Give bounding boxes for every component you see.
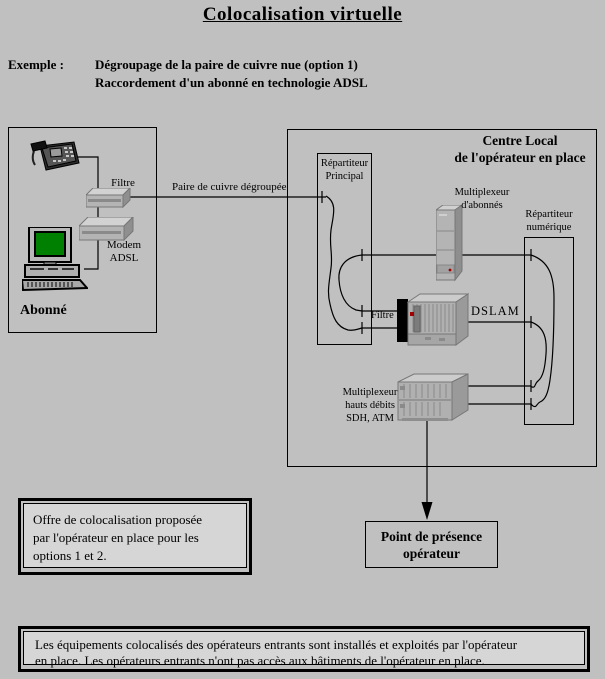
modem-label-line2: ADSL [109,252,139,264]
telephone-icon [28,139,80,177]
desktop-computer-icon [22,227,88,291]
adsl-filter-device [86,188,131,208]
footer-note-box [18,626,590,672]
digital-distribution-frame-label [517,208,581,234]
footer-note-line1: Les équipements colocalisés des opérateurs entrants sont installés et exploités par l'opérateur [35,637,518,652]
page-title: Colocalisation virtuelle [202,4,403,25]
modem-label-line1: Modem [106,239,142,251]
mdf-jumper-wire-2 [339,255,362,311]
offer-note-box [18,498,252,575]
hsmux-label-line3: SDH, ATM [346,413,394,424]
submux-label-line2: d'abonnés [461,200,503,211]
ddf-jumper-wire-inner [531,322,546,387]
offer-note-line2: par l'opérateur en place pour les [33,530,199,545]
example-line1: Dégroupage de la paire de cuivre nue (option 1) [95,57,358,72]
central-office-title-line1: Centre Local [482,133,558,148]
ddf-label-line1: Répartiteur [525,209,573,220]
dslam-rack [407,292,469,346]
dslam-label: DSLAM [471,304,520,318]
offer-note-line3: options 1 et 2. [33,548,107,563]
hsmux-label-line1: Multiplexeur [342,387,398,398]
main-distribution-frame-label [318,157,371,183]
ddf-label-line2: numérique [526,222,572,233]
arrowhead-down [422,502,433,520]
highspeed-mux-label [338,386,402,425]
mdf-label-line1: Répartiteur [320,158,369,169]
subscriber-multiplexer-cabinet [436,205,464,282]
central-office-title-line2: de l'opérateur en place [454,150,586,165]
footer-note-line2: en place. Les opérateurs entrants n'ont pas accès aux bâtiments de l'opérateur en place. [35,653,485,668]
example-text [95,56,368,92]
pop-box [365,521,498,568]
central-office-title [445,132,595,166]
example-label: Exemple : [8,57,64,72]
sdh-atm-multiplexer-rack [394,372,472,422]
pop-line1: Point de présence [380,529,483,544]
example-line2: Raccordement d'un abonné en technologie ADSL [95,75,368,90]
co-filter-label: Filtre [371,310,394,321]
subscriber-mux-label [446,186,518,212]
modem-label [97,239,151,265]
offer-note-inner [23,503,247,568]
pop-line2: opérateur [403,546,460,561]
subscriber-filter-label: Filtre [111,177,135,189]
hsmux-label-line2: hauts débits [345,400,395,411]
copper-pair-label: Paire de cuivre dégroupée [172,181,287,193]
footer-note-inner [23,631,585,668]
mdf-label-line2: Principal [325,171,364,182]
subscriber-box-label: Abonné [20,303,67,318]
offer-note-line1: Offre de colocalisation proposée [33,512,203,527]
submux-label-line1: Multiplexeur [454,187,510,198]
